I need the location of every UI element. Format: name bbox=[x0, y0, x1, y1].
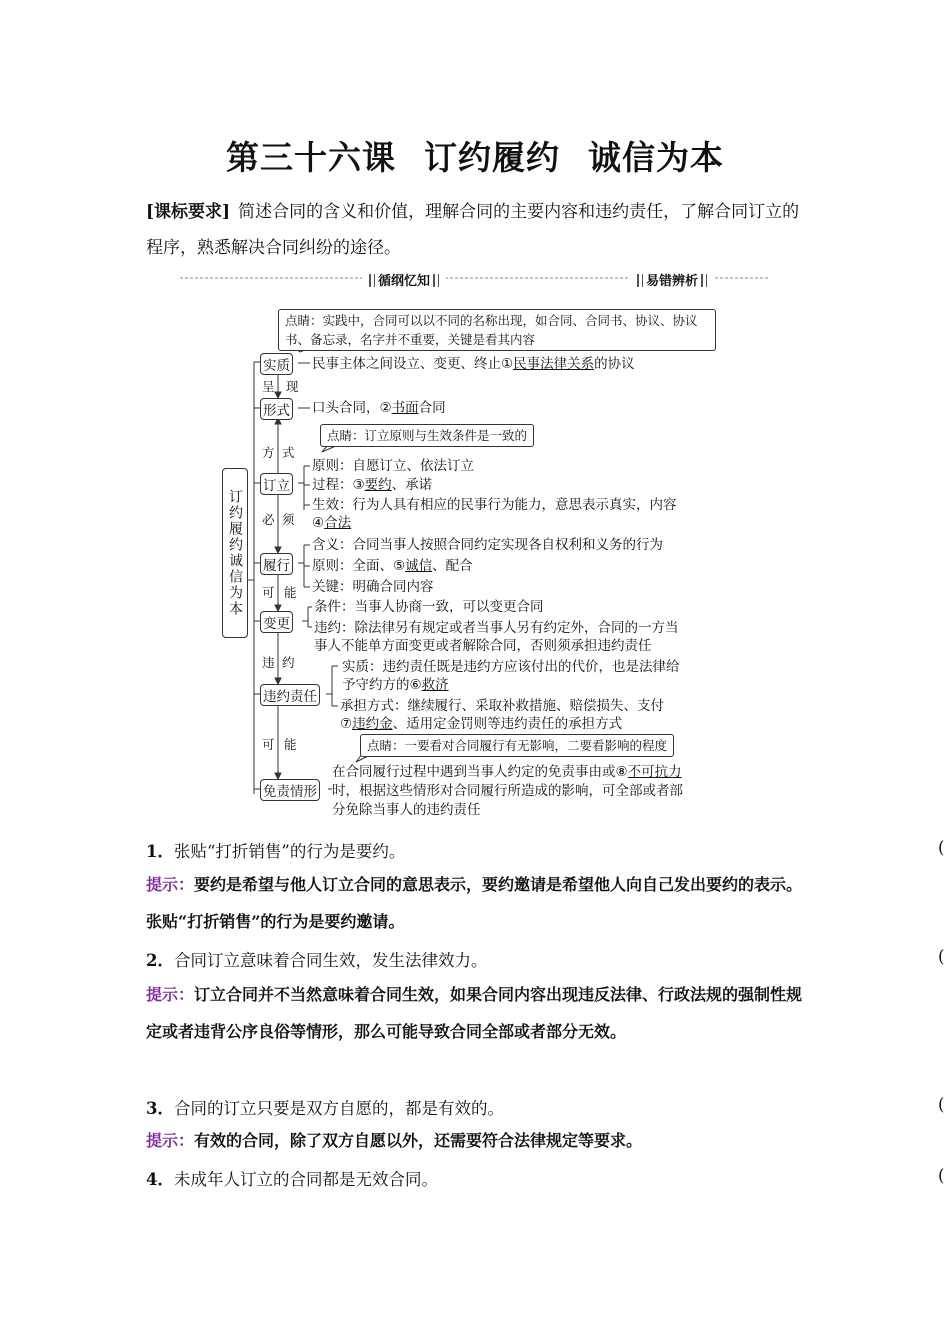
question-3 bbox=[146, 1095, 504, 1119]
callout-mid-text: 点睛：订立原则与生效条件是一致的 bbox=[327, 428, 528, 443]
connector-label: 能 bbox=[284, 585, 297, 600]
connector-label: 式 bbox=[282, 445, 295, 460]
nav-tab-review[interactable]: 循纲忆知 bbox=[362, 270, 446, 289]
connector-label: 违 bbox=[262, 655, 275, 670]
node-conclusion-label: 订立 bbox=[263, 478, 290, 494]
node-breach-liability bbox=[260, 684, 320, 706]
hint-text: 有效的合同，除了双方自愿以外，还需要符合法律规定等要求。 bbox=[194, 1131, 643, 1150]
question-1 bbox=[146, 838, 405, 862]
exemption-line2: 时，根据这些情形对合同履行所造成的影响，可全部或者部 bbox=[332, 783, 683, 799]
exemption-line3: 分免除当事人的违约责任 bbox=[332, 802, 481, 818]
node-breach-liability-label: 违约责任 bbox=[263, 689, 317, 705]
node-exemption-label: 免责情形 bbox=[263, 784, 317, 800]
modification-breach-line2: 事人不能单方面变更或者解除合同，否则须承担违约责任 bbox=[314, 638, 652, 654]
conclusion-effect-line1: 生效：行为人具有相应的民事行为能力，意思表示真实，内容 bbox=[312, 497, 677, 513]
requirement-text: 简述合同的含义和价值，理解合同的主要内容和违约责任，了解合同订立的程序，熟悉解决合同纠纷的途径。 bbox=[146, 202, 800, 258]
connector-label: 能 bbox=[284, 737, 297, 752]
hint-label: 提示： bbox=[146, 1131, 195, 1150]
node-conclusion bbox=[260, 473, 293, 495]
answer-paren[interactable]: ( bbox=[938, 838, 945, 857]
callout-mid bbox=[320, 424, 534, 447]
node-performance bbox=[260, 553, 293, 575]
question-2 bbox=[146, 947, 487, 971]
node-substance-label: 实质 bbox=[263, 358, 290, 374]
conclusion-effect-line2: ④合法 bbox=[312, 515, 352, 531]
question-number: 1． bbox=[146, 842, 174, 861]
hint-text: 订立合同并不当然意味着合同生效，如果合同内容出现违反法律、行政法规的强制性规定或者违背公序良俗等情形，那么可能导致合同全部或者部分无效。 bbox=[146, 985, 803, 1041]
callout-top bbox=[278, 309, 716, 351]
hint-2 bbox=[146, 976, 811, 1050]
modification-condition: 条件：当事人协商一致，可以变更合同 bbox=[314, 599, 544, 615]
node-form bbox=[260, 398, 293, 420]
hint-label: 提示： bbox=[146, 985, 195, 1004]
requirement-label: [课标要求] bbox=[146, 202, 231, 222]
question-text: 合同订立意味着合同生效，发生法律效力。 bbox=[173, 951, 488, 970]
node-modification-label: 变更 bbox=[263, 616, 290, 632]
hint-3 bbox=[146, 1122, 811, 1159]
liability-way-line1: 承担方式：继续履行、采取补救措施、赔偿损失、支付 bbox=[340, 698, 664, 714]
question-number: 4． bbox=[146, 1170, 174, 1189]
substance-text: 民事主体之间设立、变更、终止①民事法律关系的协议 bbox=[312, 356, 635, 372]
connector-label: 可 bbox=[262, 585, 275, 600]
node-form-label: 形式 bbox=[263, 403, 290, 419]
node-exemption bbox=[260, 779, 320, 801]
conclusion-principle: 原则：自愿订立、依法订立 bbox=[312, 458, 474, 474]
liability-nature-line1: 实质：违约责任既是违约方应该付出的代价，也是法律给 bbox=[342, 659, 680, 675]
performance-meaning: 含义：合同当事人按照合同约定实现各自权利和义务的行为 bbox=[312, 537, 663, 553]
hint-text: 要约是希望与他人订立合同的意思表示，要约邀请是希望他人向自己发出要约的表示。张贴“打折销售”的行为是要约邀请。 bbox=[146, 875, 803, 931]
root-node-label: 订约履约诚信为本 bbox=[227, 489, 243, 617]
liability-way-line2: ⑦违约金、适用定金罚则等违约责任的承担方式 bbox=[340, 716, 623, 732]
exemption-line1: 在合同履行过程中遇到当事人约定的免责事由或⑧不可抗力 bbox=[332, 764, 682, 780]
callout-bottom-text: 点睛：一要看对合同履行有无影响，二要看影响的程度 bbox=[367, 738, 668, 753]
title-part-3: 诚信为本 bbox=[588, 138, 724, 177]
connector-label: 可 bbox=[262, 737, 275, 752]
conclusion-process: 过程：③要约、承诺 bbox=[312, 477, 433, 493]
root-node bbox=[222, 468, 248, 638]
hint-label: 提示： bbox=[146, 875, 195, 894]
connector-label: 约 bbox=[282, 655, 295, 670]
node-modification bbox=[260, 611, 293, 633]
liability-nature-line2: 予守约方的⑥救济 bbox=[342, 677, 449, 693]
form-text: 口头合同，②书面合同 bbox=[312, 400, 446, 416]
answer-paren[interactable]: ( bbox=[938, 1166, 945, 1185]
node-performance-label: 履行 bbox=[263, 558, 290, 574]
node-substance bbox=[260, 353, 293, 375]
connector-label: 方 bbox=[262, 445, 275, 460]
connector-label: 必 bbox=[262, 512, 275, 527]
connector-label: 须 bbox=[282, 512, 295, 527]
connector-label: 呈 bbox=[262, 379, 275, 394]
title-part-2: 订约履约 bbox=[424, 138, 560, 177]
answer-paren[interactable]: ( bbox=[938, 947, 945, 966]
question-text: 合同的订立只要是双方自愿的，都是有效的。 bbox=[173, 1099, 504, 1118]
answer-paren[interactable]: ( bbox=[938, 1095, 945, 1114]
title-part-1: 第三十六课 bbox=[226, 138, 396, 177]
callout-top-text: 点睛：实践中，合同可以以不同的名称出现，如合同、合同书、协议、协议书、备忘录，名字并不重要，关键是看其内容 bbox=[285, 313, 698, 347]
callout-bottom bbox=[360, 734, 674, 757]
question-number: 2． bbox=[146, 951, 174, 970]
modification-breach-line1: 违约：除法律另有规定或者当事人另有约定外，合同的一方当 bbox=[314, 620, 679, 636]
performance-principle: 原则：全面、⑤诚信、配合 bbox=[312, 558, 473, 574]
hint-1 bbox=[146, 866, 811, 940]
question-number: 3． bbox=[146, 1099, 174, 1118]
nav-tab-errors[interactable]: 易错辨析 bbox=[630, 270, 714, 289]
connector-label: 现 bbox=[286, 379, 299, 394]
performance-key: 关键：明确合同内容 bbox=[312, 579, 434, 595]
question-4 bbox=[146, 1166, 438, 1190]
question-text: 张贴“打折销售”的行为是要约。 bbox=[173, 842, 406, 861]
question-text: 未成年人订立的合同都是无效合同。 bbox=[173, 1170, 438, 1189]
